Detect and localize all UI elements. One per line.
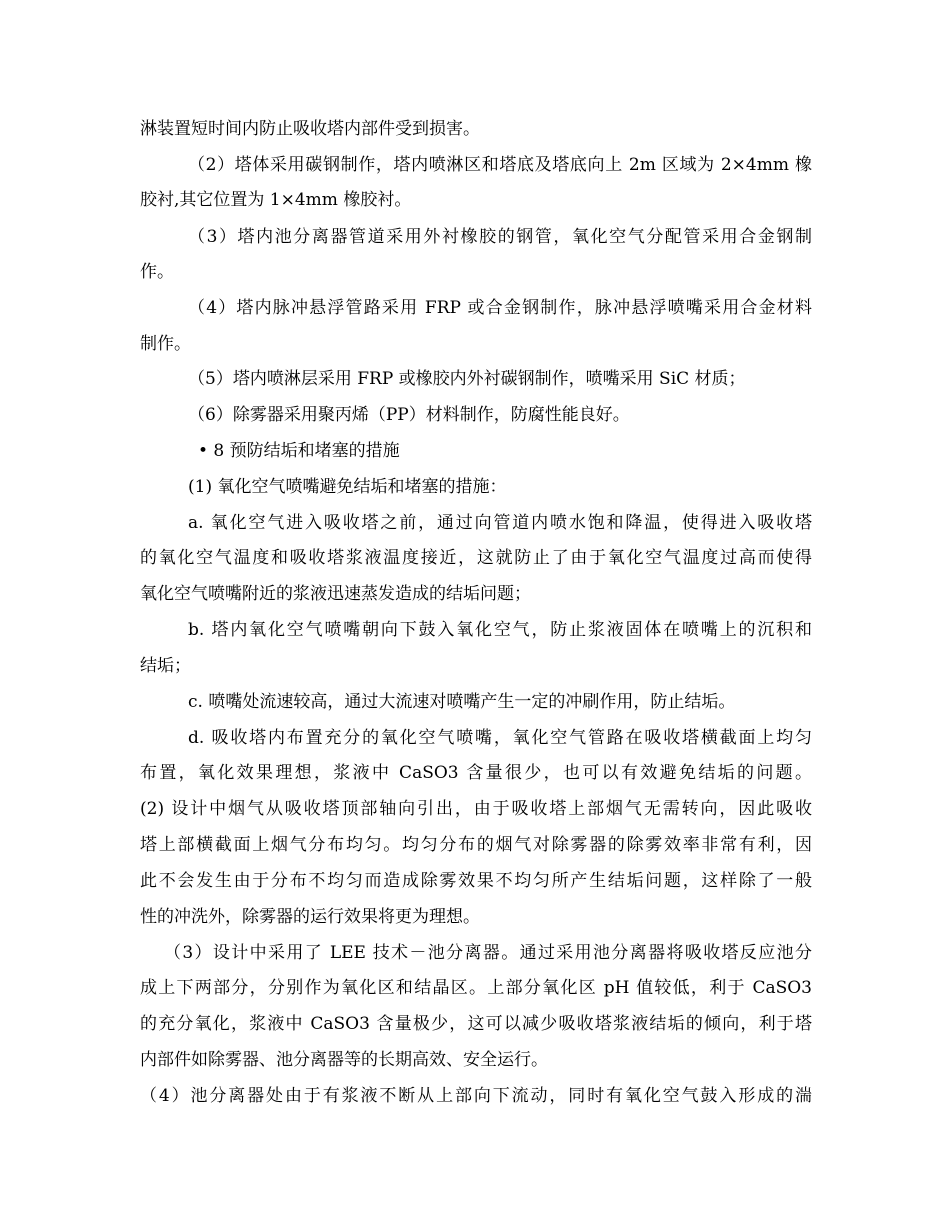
text-line: 塔上部横截面上烟气分布均匀。均匀分布的烟气对除雾器的除雾效率非常有利，因 <box>140 835 812 855</box>
text-line: 布置，氧化效果理想，浆液中 CaSO3 含量很少，也可以有效避免结垢的问题。 <box>140 763 812 783</box>
text-line: 氧化空气喷嘴附近的浆液迅速蒸发造成的结垢问题； <box>140 584 531 604</box>
text-line: 性的冲洗外，除雾器的运行效果将更为理想。 <box>140 907 480 927</box>
text-line: b. 塔内氧化空气喷嘴朝向下鼓入氧化空气，防止浆液固体在喷嘴上的沉积和 <box>188 620 812 640</box>
text-line: c. 喷嘴处流速较高，通过大流速对喷嘴产生一定的冲刷作用，防止结垢。 <box>188 692 736 712</box>
text-line: 结垢； <box>140 656 191 676</box>
text-line: （5）塔内喷淋层采用 FRP 或橡胶内外衬碳钢制作，喷嘴采用 SiC 材质； <box>188 369 746 389</box>
text-line: （4）池分离器处由于有浆液不断从上部向下流动，同时有氧化空气鼓入形成的湍 <box>140 1086 812 1106</box>
text-line: 淋装置短时间内防止吸收塔内部件受到损害。 <box>140 119 480 139</box>
text-line: 此不会发生由于分布不均匀而造成除雾效果不均匀所产生结垢问题，这样除了一般 <box>140 871 812 891</box>
text-line: 制作。 <box>140 334 191 354</box>
text-line: a. 氧化空气进入吸收塔之前，通过向管道内喷水饱和降温，使得进入吸收塔 <box>188 513 812 533</box>
text-line: 作。 <box>140 262 174 282</box>
text-line: d. 吸收塔内布置充分的氧化空气喷嘴，氧化空气管路在吸收塔横截面上均匀 <box>188 728 812 748</box>
text-line: （6）除雾器采用聚丙烯（PP）材料制作，防腐性能良好。 <box>188 405 630 425</box>
text-line: 的氧化空气温度和吸收塔浆液温度接近，这就防止了由于氧化空气温度过高而使得 <box>140 548 812 568</box>
text-line: 的充分氧化，浆液中 CaSO3 含量极少，这可以减少吸收塔浆液结垢的倾向，利于塔 <box>140 1014 812 1034</box>
section-heading: • 8 预防结垢和堵塞的措施 <box>198 441 400 461</box>
text-line: (2) 设计中烟气从吸收塔顶部轴向引出，由于吸收塔上部烟气无需转向，因此吸收 <box>140 799 812 819</box>
text-line: 成上下两部分，分别作为氧化区和结晶区。上部分氧化区 pH 值较低，利于 CaSO3 <box>140 978 812 998</box>
text-line: 内部件如除雾器、池分离器等的长期高效、安全运行。 <box>140 1050 548 1070</box>
text-line: （3）塔内池分离器管道采用外衬橡胶的钢管，氧化空气分配管采用合金钢制 <box>188 227 812 247</box>
text-line: (1) 氧化空气喷嘴避免结垢和堵塞的措施： <box>188 477 507 497</box>
text-line: （2）塔体采用碳钢制作，塔内喷淋区和塔底及塔底向上 2m 区域为 2×4mm 橡 <box>188 155 812 175</box>
text-line: （4）塔内脉冲悬浮管路采用 FRP 或合金钢制作，脉冲悬浮喷嘴采用合金材料 <box>188 298 812 318</box>
text-line: 胶衬,其它位置为 1×4mm 橡胶衬。 <box>140 190 412 210</box>
text-line: （3）设计中采用了 LEE 技术－池分离器。通过采用池分离器将吸收塔反应池分 <box>164 943 812 963</box>
